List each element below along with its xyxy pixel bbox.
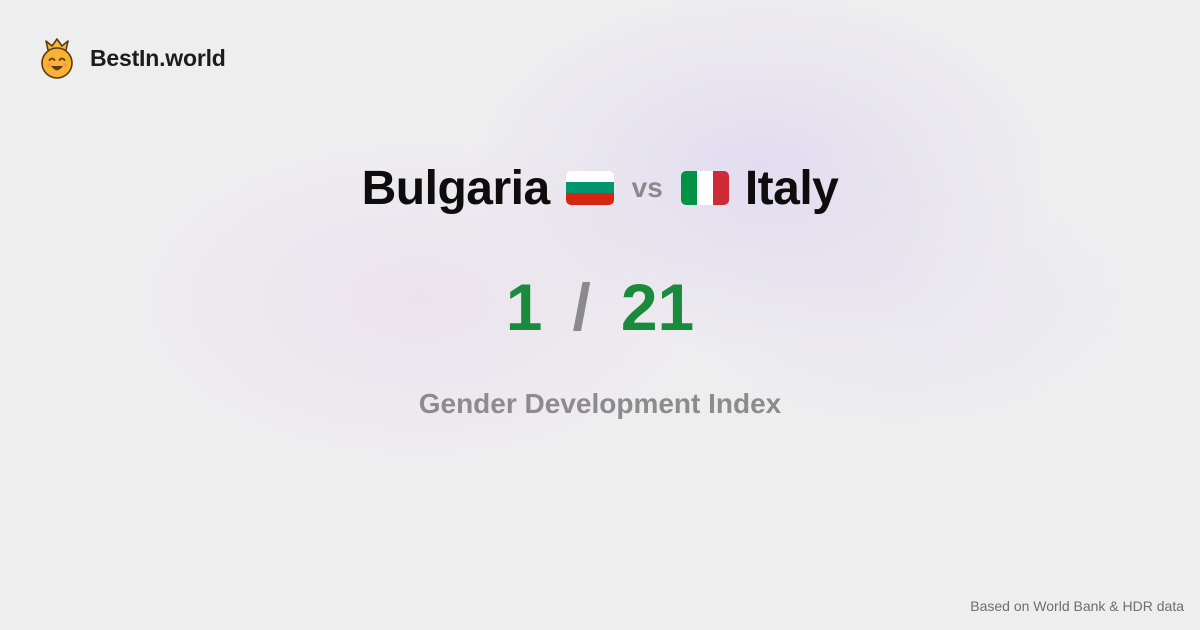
bulgaria-flag-icon — [566, 171, 614, 205]
rank-separator: / — [572, 270, 591, 344]
left-rank: 1 — [505, 270, 543, 344]
vs-label: vs — [631, 172, 663, 203]
rank-comparison — [0, 262, 1200, 352]
data-source-note: Based on World Bank & HDR data — [970, 598, 1184, 614]
italy-flag-icon — [681, 171, 729, 205]
right-country-name: Italy — [744, 161, 839, 215]
crowned-smiley-icon — [38, 36, 76, 80]
right-rank: 21 — [620, 270, 695, 344]
metric-name: Gender Development Index — [418, 388, 782, 419]
comparison-title — [0, 158, 1200, 218]
brand-name: BestIn.world — [90, 44, 226, 71]
brand[interactable] — [38, 36, 226, 80]
left-country-name: Bulgaria — [361, 161, 550, 215]
